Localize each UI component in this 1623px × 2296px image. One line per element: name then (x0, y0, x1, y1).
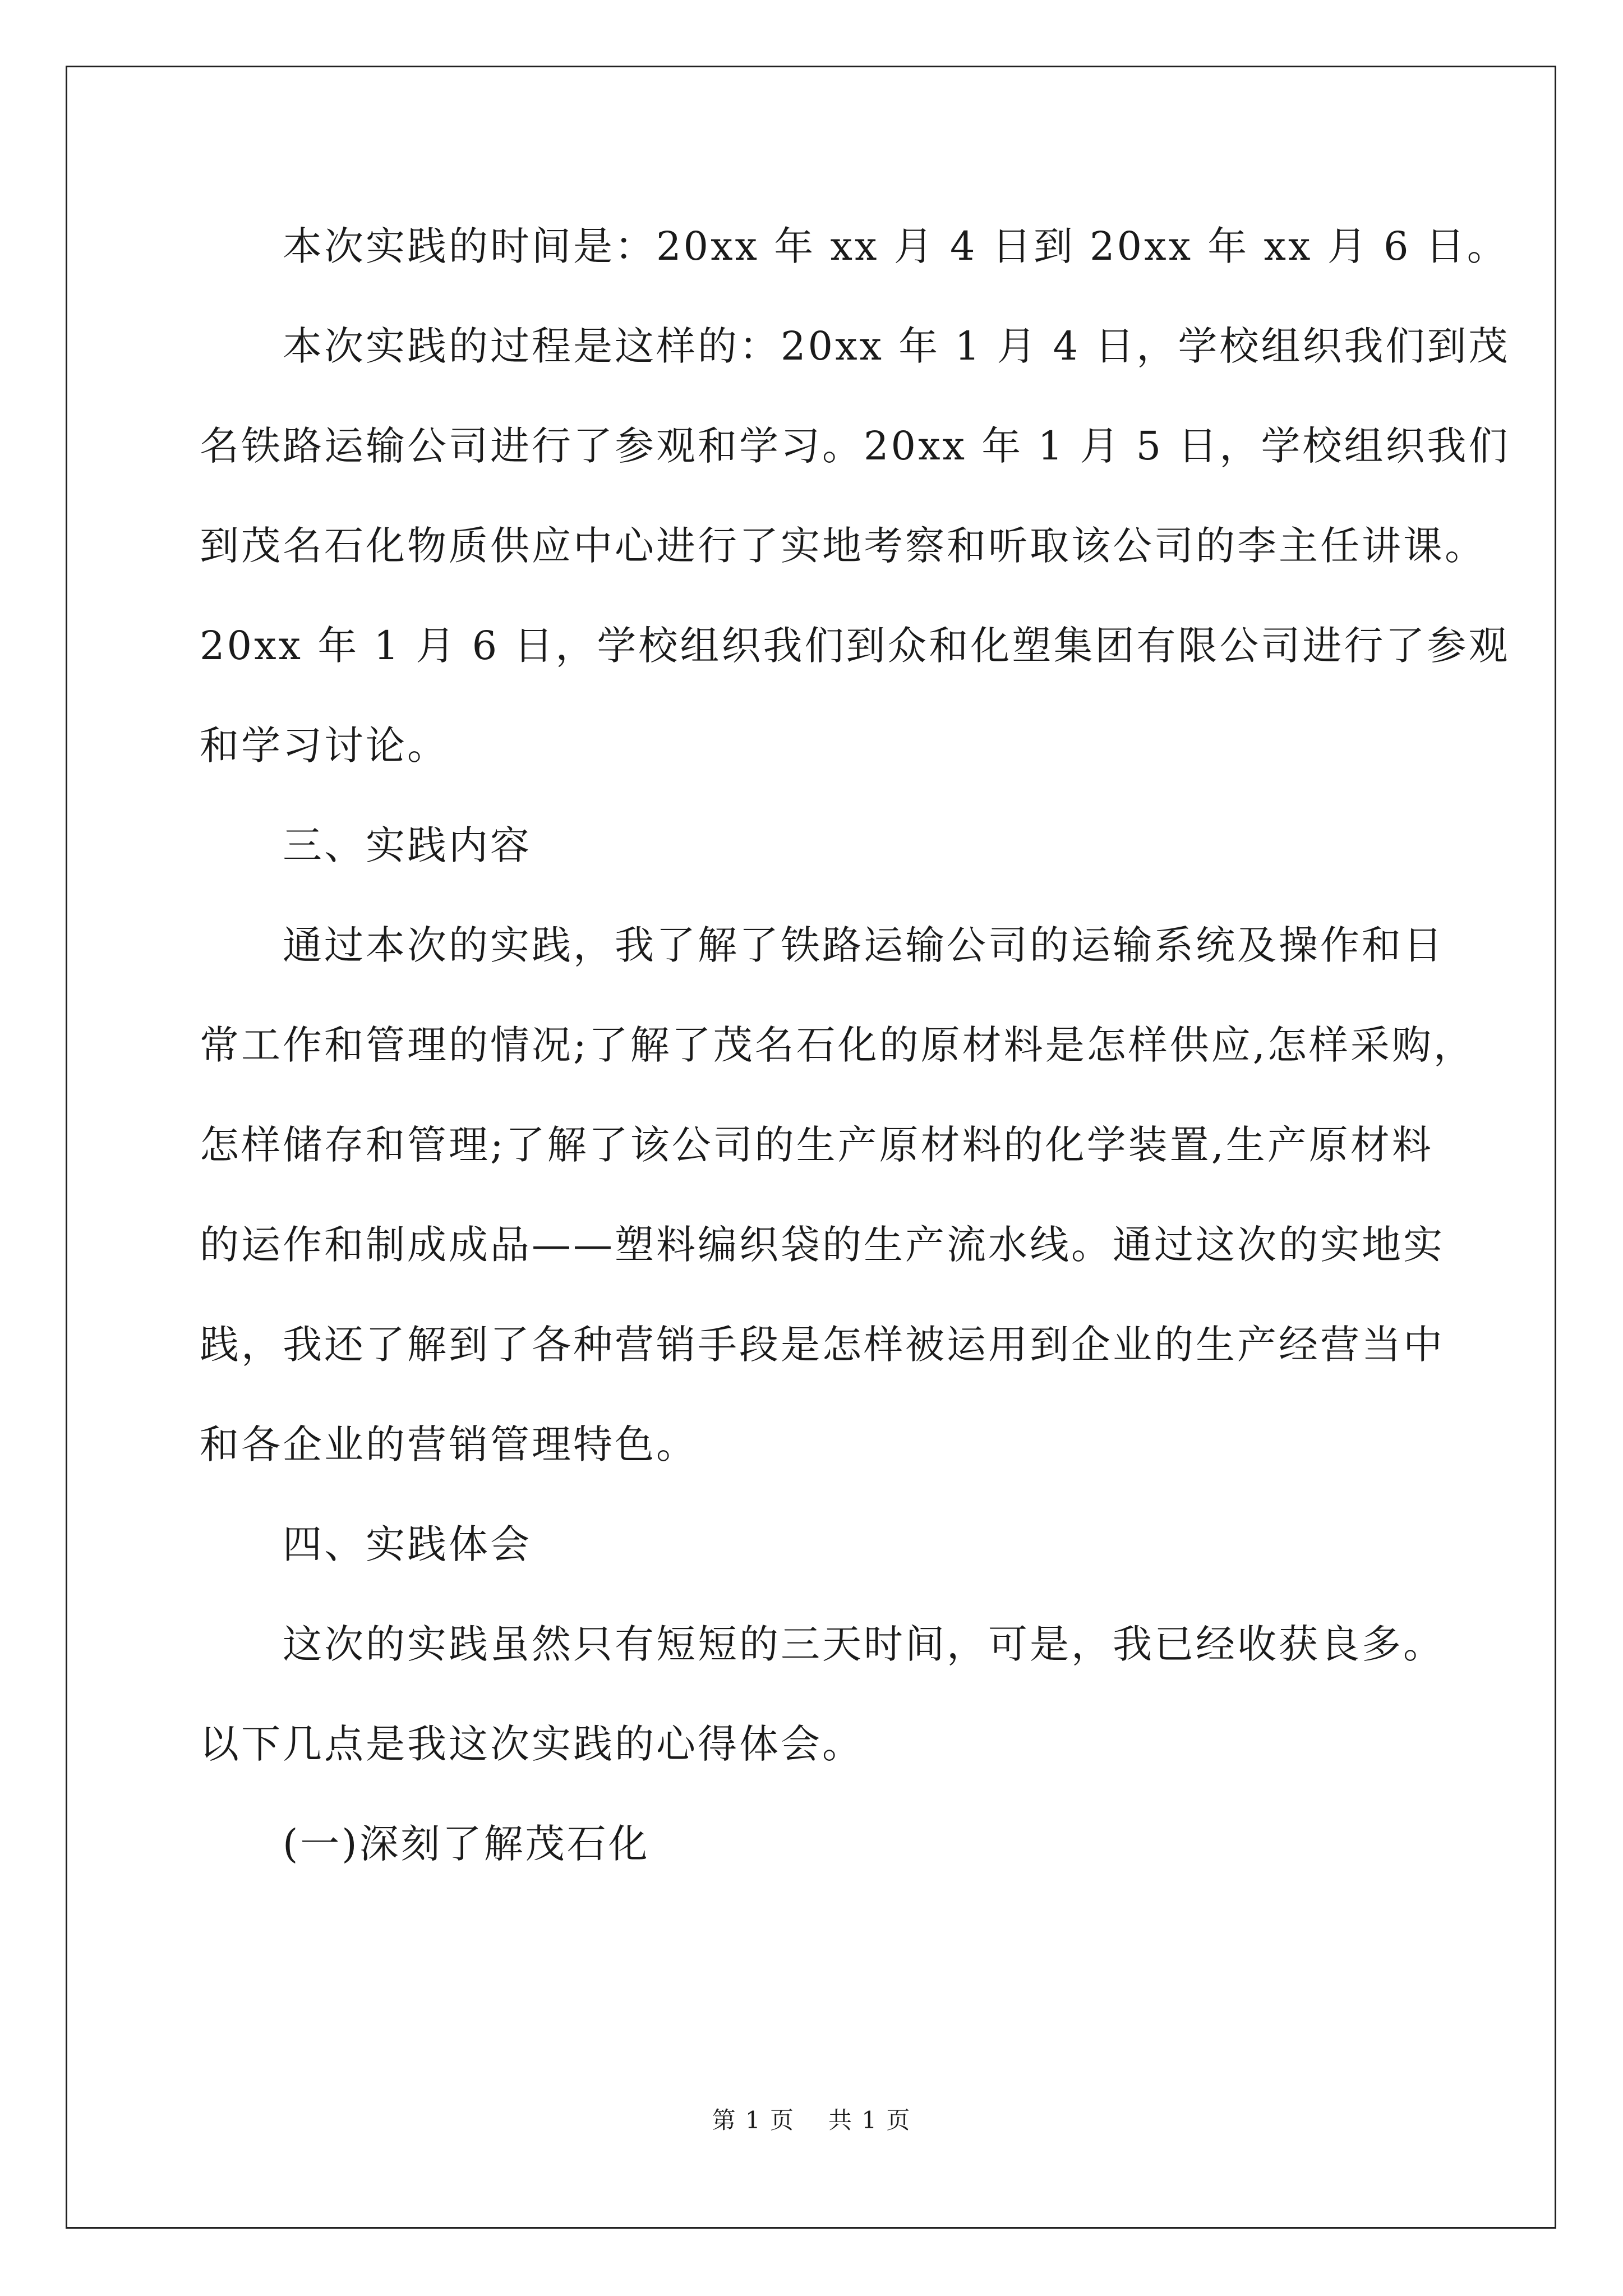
text-line: 以下几点是我这次实践的心得体会。 (200, 1721, 864, 1767)
document-body (200, 196, 1510, 1894)
page-number: 第 1 页 (712, 2106, 795, 2134)
text-line: 到茂名石化物质供应中心进行了实地考察和听取该公司的李主任讲课。 (200, 523, 1486, 569)
page-total: 共 1 页 (828, 2106, 911, 2134)
body-text (200, 196, 1510, 1894)
page-footer (0, 2104, 1623, 2137)
text-line: 通过本次的实践，我了解了铁路运输公司的运输系统及操作和日 (283, 922, 1445, 968)
text-line: 20xx 年 1 月 6 日，学校组织我们到众和化塑集团有限公司进行了参观 (200, 623, 1510, 669)
text-line: 本次实践的过程是这样的：20xx 年 1 月 4 日，学校组织我们到茂 (283, 323, 1510, 369)
text-line: 的运作和制成成品——塑料编织袋的生产流水线。通过这次的实地实 (200, 1222, 1445, 1268)
text-line: 名铁路运输公司进行了参观和学习。20xx 年 1 月 5 日，学校组织我们 (200, 423, 1510, 469)
text-line: 常工作和管理的情况;了解了茂名石化的原材料是怎样供应,怎样采购， (200, 1022, 1475, 1068)
text-line: 和学习讨论。 (200, 723, 449, 769)
section-heading: 四、实践体会 (283, 1521, 532, 1567)
text-line: 怎样储存和管理;了解了该公司的生产原材料的化学装置,生产原材料 (200, 1122, 1433, 1168)
subsection-heading: (一)深刻了解茂石化 (283, 1821, 650, 1867)
text-line: 本次实践的时间是：20xx 年 xx 月 4 日到 20xx 年 xx 月 6 日。 (283, 223, 1509, 269)
text-line: 践，我还了解到了各种营销手段是怎样被运用到企业的生产经营当中 (200, 1322, 1445, 1368)
text-line: 和各企业的营销管理特色。 (200, 1421, 698, 1467)
text-line: 这次的实践虽然只有短短的三天时间，可是，我已经收获良多。 (283, 1621, 1445, 1667)
section-heading: 三、实践内容 (283, 822, 532, 868)
